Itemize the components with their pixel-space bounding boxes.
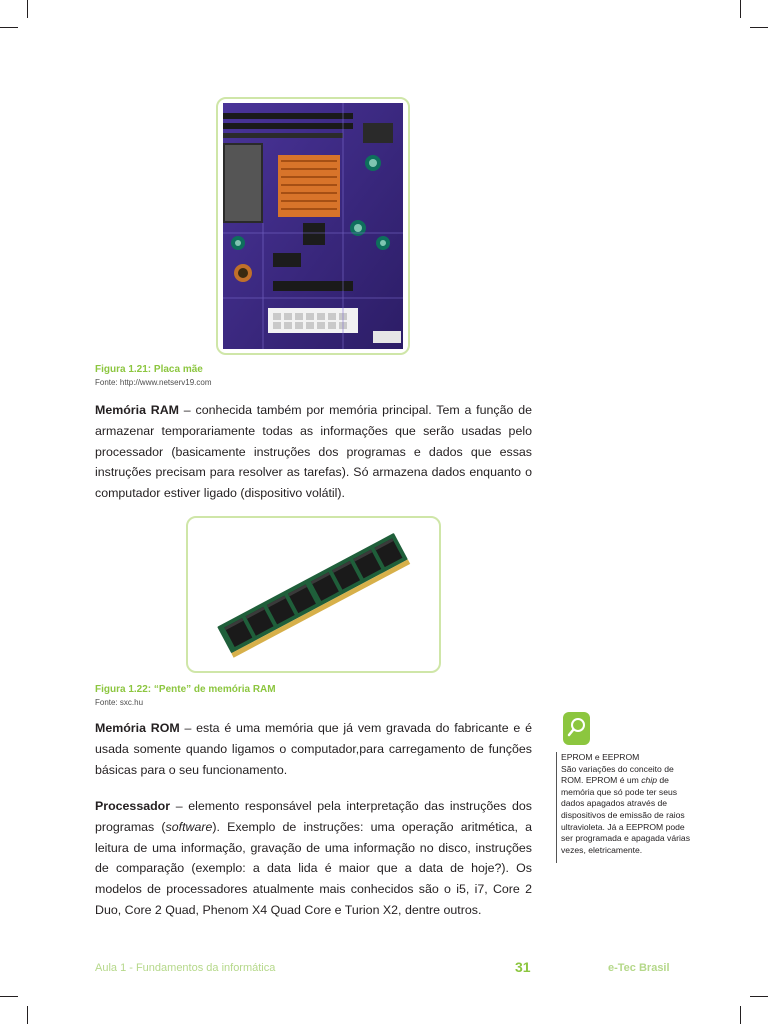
crop-mark xyxy=(740,1006,741,1024)
sidebar-body-text-a: São variações do conceito de ROM. EPROM é um xyxy=(561,763,674,786)
crop-mark xyxy=(0,996,18,997)
term-memoria-rom: Memória ROM xyxy=(95,721,180,735)
paragraph-memoria-rom xyxy=(95,718,532,780)
motherboard-photo xyxy=(223,103,403,349)
sidebar-title: EPROM e EEPROM xyxy=(561,752,640,762)
paragraph-processador-text-a: – elemento responsável pela interpretação das instruções dos programas ( xyxy=(95,799,532,834)
crop-mark xyxy=(27,1006,28,1024)
paragraph-processador-text-b: ). Exemplo de instruções: uma operação aritmética, a leitura de uma informação, gravação de uma informação no disco, instruções de comparação (exemplo: a data lida é maior que a data de hoje?). Os modelos de processadores atualmente mais conhecidos são o i5, i7, Core 2 Duo, Core 2 Quad, Phenom X4 Quad Core e Turion X2, dentre outros. xyxy=(95,819,532,917)
term-memoria-ram: Memória RAM xyxy=(95,403,179,417)
term-processador: Processador xyxy=(95,799,171,813)
sidebar-body xyxy=(561,764,693,857)
crop-mark xyxy=(740,0,741,18)
term-software: software xyxy=(165,819,213,834)
paragraph-memoria-ram-text: – conhecida também por memória principal. Tem a função de armazenar temporariamente todas as informações que serão usadas pelo processador (basicamente instruções dos programas e dados que essas instruções precisam para resolver as tarefas). Só armazena dados enquanto o computador estiver ligado (dispositivo volátil). xyxy=(95,403,532,501)
figure-1-22-title: Figura 1.22: “Pente” de memória RAM xyxy=(95,684,276,695)
crop-mark xyxy=(750,996,768,997)
sidebar-rule xyxy=(556,752,557,863)
figure-1-21-source: Fonte: http://www.netserv19.com xyxy=(95,378,212,387)
sidebar-chip-term: chip xyxy=(641,775,657,786)
magnifier-icon xyxy=(563,712,590,745)
page-number: 31 xyxy=(515,959,531,975)
sidebar-body-text-b: de memória que só pode ter seus dados apagados através de dispositivos de emissão de raios ultravioleta. Já a EEPROM pode ser programada e apagada várias vezes, eletricamente. xyxy=(561,775,690,855)
crop-mark xyxy=(27,0,28,18)
paragraph-processador xyxy=(95,796,532,921)
footer-brand: e-Tec Brasil xyxy=(608,962,670,974)
sidebar-note xyxy=(561,752,693,856)
footer-chapter: Aula 1 - Fundamentos da informática xyxy=(95,962,276,974)
crop-mark xyxy=(750,27,768,28)
ram-module-photo xyxy=(188,518,439,671)
figure-motherboard-frame xyxy=(216,97,410,355)
figure-ram-frame xyxy=(186,516,441,673)
figure-1-22-source: Fonte: sxc.hu xyxy=(95,698,144,707)
paragraph-memoria-rom-text: – esta é uma memória que já vem gravada do fabricante e é usada somente quando ligamos o computador,para carregamento de funções básicas para o seu funcionamento. xyxy=(95,721,532,777)
paragraph-memoria-ram xyxy=(95,400,532,504)
figure-1-21-title: Figura 1.21: Placa mãe xyxy=(95,364,203,375)
crop-mark xyxy=(0,27,18,28)
